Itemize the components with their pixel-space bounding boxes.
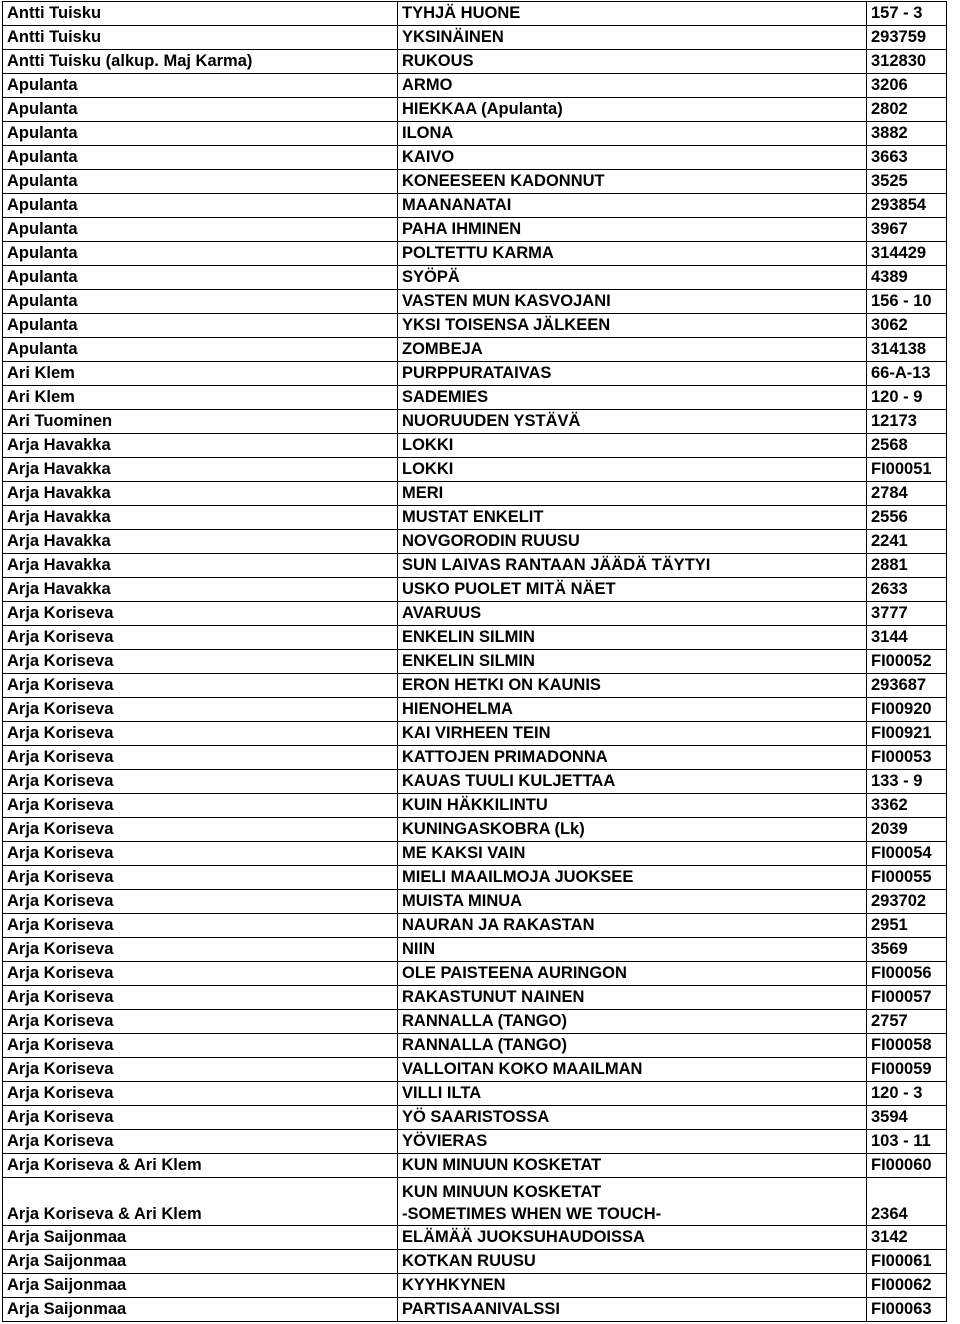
code-cell: FI00058 <box>867 1034 947 1058</box>
title-cell: KYYHKYNEN <box>398 1274 867 1298</box>
title-cell: MAANANATAI <box>398 194 867 218</box>
artist-cell: Apulanta <box>3 266 398 290</box>
table-row <box>3 218 947 242</box>
code-cell: 314138 <box>867 338 947 362</box>
artist-cell: Ari Klem <box>3 362 398 386</box>
title-cell: RAKASTUNUT NAINEN <box>398 986 867 1010</box>
title-cell: YKSINÄINEN <box>398 26 867 50</box>
artist-cell: Apulanta <box>3 194 398 218</box>
code-cell: 156 - 10 <box>867 290 947 314</box>
table-row <box>3 746 947 770</box>
title-cell: HIEKKAA (Apulanta) <box>398 98 867 122</box>
title-cell: KUN MINUUN KOSKETAT <box>398 1154 867 1178</box>
code-cell: 2881 <box>867 554 947 578</box>
table-row <box>3 1298 947 1322</box>
table-row <box>3 458 947 482</box>
code-cell: FI00920 <box>867 698 947 722</box>
table-row <box>3 362 947 386</box>
table-row <box>3 74 947 98</box>
artist-cell: Arja Havakka <box>3 554 398 578</box>
code-cell: 293687 <box>867 674 947 698</box>
artist-cell: Arja Koriseva <box>3 746 398 770</box>
table-row <box>3 578 947 602</box>
table-row <box>3 1154 947 1178</box>
artist-cell: Apulanta <box>3 314 398 338</box>
title-cell: MERI <box>398 482 867 506</box>
code-cell: 3663 <box>867 146 947 170</box>
code-cell: FI00063 <box>867 1298 947 1322</box>
table-row <box>3 602 947 626</box>
artist-cell: Apulanta <box>3 146 398 170</box>
table-row <box>3 98 947 122</box>
code-cell: 2633 <box>867 578 947 602</box>
title-cell: VALLOITAN KOKO MAAILMAN <box>398 1058 867 1082</box>
code-cell: FI00056 <box>867 962 947 986</box>
table-row <box>3 1274 947 1298</box>
artist-cell: Arja Koriseva <box>3 674 398 698</box>
code-cell: 133 - 9 <box>867 770 947 794</box>
artist-cell: Apulanta <box>3 122 398 146</box>
artist-cell: Ari Tuominen <box>3 410 398 434</box>
title-cell: NAURAN JA RAKASTAN <box>398 914 867 938</box>
code-cell: FI00057 <box>867 986 947 1010</box>
code-cell: 120 - 3 <box>867 1082 947 1106</box>
artist-cell: Arja Koriseva <box>3 1034 398 1058</box>
table-row <box>3 122 947 146</box>
table-row <box>3 914 947 938</box>
title-cell: KAIVO <box>398 146 867 170</box>
code-cell: 2568 <box>867 434 947 458</box>
table-row <box>3 1082 947 1106</box>
artist-cell: Antti Tuisku <box>3 26 398 50</box>
artist-cell: Arja Koriseva <box>3 794 398 818</box>
artist-cell: Antti Tuisku (alkup. Maj Karma) <box>3 50 398 74</box>
title-cell: YÖVIERAS <box>398 1130 867 1154</box>
artist-cell: Arja Saijonmaa <box>3 1226 398 1250</box>
artist-cell: Apulanta <box>3 170 398 194</box>
code-cell: FI00062 <box>867 1274 947 1298</box>
table-row <box>3 1250 947 1274</box>
code-cell: FI00060 <box>867 1154 947 1178</box>
artist-cell: Apulanta <box>3 218 398 242</box>
title-cell: SUN LAIVAS RANTAAN JÄÄDÄ TÄYTYI <box>398 554 867 578</box>
code-cell: FI00059 <box>867 1058 947 1082</box>
table-row <box>3 50 947 74</box>
artist-cell: Arja Koriseva & Ari Klem <box>3 1178 398 1226</box>
title-cell: ERON HETKI ON KAUNIS <box>398 674 867 698</box>
table-row <box>3 1010 947 1034</box>
code-cell: FI00921 <box>867 722 947 746</box>
table-row <box>3 842 947 866</box>
table-row <box>3 1226 947 1250</box>
title-cell: AVARUUS <box>398 602 867 626</box>
code-cell: 2784 <box>867 482 947 506</box>
table-row <box>3 722 947 746</box>
artist-cell: Arja Havakka <box>3 578 398 602</box>
artist-cell: Arja Koriseva <box>3 818 398 842</box>
artist-cell: Arja Koriseva <box>3 698 398 722</box>
title-cell: MUISTA MINUA <box>398 890 867 914</box>
code-cell: 157 - 3 <box>867 2 947 26</box>
title-cell: LOKKI <box>398 434 867 458</box>
table-row <box>3 650 947 674</box>
artist-cell: Apulanta <box>3 98 398 122</box>
table-row <box>3 1178 947 1226</box>
code-cell: FI00061 <box>867 1250 947 1274</box>
artist-cell: Arja Havakka <box>3 458 398 482</box>
title-cell: PAHA IHMINEN <box>398 218 867 242</box>
code-cell: FI00054 <box>867 842 947 866</box>
title-cell: NOVGORODIN RUUSU <box>398 530 867 554</box>
title-cell: KATTOJEN PRIMADONNA <box>398 746 867 770</box>
code-cell: 293854 <box>867 194 947 218</box>
artist-cell: Arja Koriseva <box>3 1058 398 1082</box>
title-cell: KAI VIRHEEN TEIN <box>398 722 867 746</box>
artist-cell: Arja Koriseva <box>3 842 398 866</box>
table-row <box>3 938 947 962</box>
code-cell: FI00051 <box>867 458 947 482</box>
code-cell: 2556 <box>867 506 947 530</box>
artist-cell: Arja Havakka <box>3 482 398 506</box>
code-cell: 3142 <box>867 1226 947 1250</box>
code-cell: FI00053 <box>867 746 947 770</box>
title-cell: OLE PAISTEENA AURINGON <box>398 962 867 986</box>
song-list-table <box>2 1 947 1322</box>
artist-cell: Apulanta <box>3 74 398 98</box>
title-cell: ILONA <box>398 122 867 146</box>
code-cell: FI00055 <box>867 866 947 890</box>
artist-cell: Arja Koriseva <box>3 890 398 914</box>
table-row <box>3 434 947 458</box>
title-cell: NIIN <box>398 938 867 962</box>
artist-cell: Arja Koriseva <box>3 962 398 986</box>
table-row <box>3 962 947 986</box>
table-row <box>3 530 947 554</box>
title-cell: KUNINGASKOBRA (Lk) <box>398 818 867 842</box>
artist-cell: Antti Tuisku <box>3 2 398 26</box>
code-cell: 293759 <box>867 26 947 50</box>
code-cell: 3144 <box>867 626 947 650</box>
title-cell: NUORUUDEN YSTÄVÄ <box>398 410 867 434</box>
table-row <box>3 770 947 794</box>
artist-cell: Arja Koriseva <box>3 938 398 962</box>
table-row <box>3 794 947 818</box>
title-cell: RANNALLA (TANGO) <box>398 1034 867 1058</box>
artist-cell: Arja Koriseva <box>3 1106 398 1130</box>
artist-cell: Arja Saijonmaa <box>3 1274 398 1298</box>
code-cell: 2951 <box>867 914 947 938</box>
table-row <box>3 1034 947 1058</box>
table-row <box>3 410 947 434</box>
code-cell: 66-A-13 <box>867 362 947 386</box>
title-cell: USKO PUOLET MITÄ NÄET <box>398 578 867 602</box>
artist-cell: Arja Havakka <box>3 506 398 530</box>
title-cell: YÖ SAARISTOSSA <box>398 1106 867 1130</box>
table-row <box>3 194 947 218</box>
artist-cell: Arja Koriseva <box>3 602 398 626</box>
title-cell: KUN MINUUN KOSKETAT -SOMETIMES WHEN WE TOUCH- <box>398 1178 867 1226</box>
code-cell: 2241 <box>867 530 947 554</box>
table-row <box>3 698 947 722</box>
artist-cell: Arja Havakka <box>3 434 398 458</box>
song-list-body <box>3 2 947 1322</box>
title-cell: KAUAS TUULI KULJETTAA <box>398 770 867 794</box>
table-row <box>3 674 947 698</box>
code-cell: 12173 <box>867 410 947 434</box>
title-cell: ZOMBEJA <box>398 338 867 362</box>
table-row <box>3 314 947 338</box>
artist-cell: Apulanta <box>3 242 398 266</box>
code-cell: 4389 <box>867 266 947 290</box>
title-cell: KONEESEEN KADONNUT <box>398 170 867 194</box>
code-cell: 3967 <box>867 218 947 242</box>
artist-cell: Arja Koriseva & Ari Klem <box>3 1154 398 1178</box>
title-cell: PARTISAANIVALSSI <box>398 1298 867 1322</box>
table-row <box>3 266 947 290</box>
code-cell: 3777 <box>867 602 947 626</box>
title-cell: ENKELIN SILMIN <box>398 626 867 650</box>
code-cell: 3882 <box>867 122 947 146</box>
artist-cell: Arja Koriseva <box>3 1082 398 1106</box>
title-cell: KUIN HÄKKILINTU <box>398 794 867 818</box>
table-row <box>3 26 947 50</box>
code-cell: 120 - 9 <box>867 386 947 410</box>
title-cell: MIELI MAAILMOJA JUOKSEE <box>398 866 867 890</box>
table-row <box>3 506 947 530</box>
code-cell: 3594 <box>867 1106 947 1130</box>
code-cell: 2364 <box>867 1178 947 1226</box>
code-cell: 3525 <box>867 170 947 194</box>
artist-cell: Arja Havakka <box>3 530 398 554</box>
table-row <box>3 386 947 410</box>
artist-cell: Apulanta <box>3 338 398 362</box>
table-row <box>3 626 947 650</box>
code-cell: 3062 <box>867 314 947 338</box>
title-cell: KOTKAN RUUSU <box>398 1250 867 1274</box>
table-row <box>3 1130 947 1154</box>
title-cell: LOKKI <box>398 458 867 482</box>
title-cell: ELÄMÄÄ JUOKSUHAUDOISSA <box>398 1226 867 1250</box>
table-row <box>3 170 947 194</box>
artist-cell: Arja Koriseva <box>3 626 398 650</box>
title-cell: VILLI ILTA <box>398 1082 867 1106</box>
title-cell: ENKELIN SILMIN <box>398 650 867 674</box>
code-cell: 2757 <box>867 1010 947 1034</box>
artist-cell: Arja Saijonmaa <box>3 1250 398 1274</box>
title-cell: TYHJÄ HUONE <box>398 2 867 26</box>
title-cell: HIENOHELMA <box>398 698 867 722</box>
code-cell: FI00052 <box>867 650 947 674</box>
code-cell: 293702 <box>867 890 947 914</box>
title-cell: ARMO <box>398 74 867 98</box>
code-cell: 3206 <box>867 74 947 98</box>
title-cell: POLTETTU KARMA <box>398 242 867 266</box>
table-row <box>3 818 947 842</box>
table-row <box>3 866 947 890</box>
title-cell: RUKOUS <box>398 50 867 74</box>
title-cell: MUSTAT ENKELIT <box>398 506 867 530</box>
table-row <box>3 986 947 1010</box>
table-row <box>3 2 947 26</box>
title-cell: RANNALLA (TANGO) <box>398 1010 867 1034</box>
title-cell: ME KAKSI VAIN <box>398 842 867 866</box>
table-row <box>3 290 947 314</box>
artist-cell: Arja Koriseva <box>3 770 398 794</box>
artist-cell: Ari Klem <box>3 386 398 410</box>
table-row <box>3 146 947 170</box>
title-cell: YKSI TOISENSA JÄLKEEN <box>398 314 867 338</box>
table-row <box>3 890 947 914</box>
artist-cell: Arja Koriseva <box>3 914 398 938</box>
artist-cell: Arja Koriseva <box>3 722 398 746</box>
title-cell: SYÖPÄ <box>398 266 867 290</box>
table-row <box>3 338 947 362</box>
table-row <box>3 1106 947 1130</box>
table-row <box>3 554 947 578</box>
code-cell: 312830 <box>867 50 947 74</box>
table-row <box>3 482 947 506</box>
code-cell: 2039 <box>867 818 947 842</box>
title-cell: PURPPURATAIVAS <box>398 362 867 386</box>
table-row <box>3 242 947 266</box>
code-cell: 314429 <box>867 242 947 266</box>
artist-cell: Arja Koriseva <box>3 866 398 890</box>
code-cell: 3362 <box>867 794 947 818</box>
artist-cell: Arja Saijonmaa <box>3 1298 398 1322</box>
artist-cell: Arja Koriseva <box>3 650 398 674</box>
title-cell: SADEMIES <box>398 386 867 410</box>
artist-cell: Arja Koriseva <box>3 986 398 1010</box>
code-cell: 103 - 11 <box>867 1130 947 1154</box>
artist-cell: Arja Koriseva <box>3 1130 398 1154</box>
code-cell: 3569 <box>867 938 947 962</box>
artist-cell: Arja Koriseva <box>3 1010 398 1034</box>
code-cell: 2802 <box>867 98 947 122</box>
artist-cell: Apulanta <box>3 290 398 314</box>
table-row <box>3 1058 947 1082</box>
title-cell: VASTEN MUN KASVOJANI <box>398 290 867 314</box>
